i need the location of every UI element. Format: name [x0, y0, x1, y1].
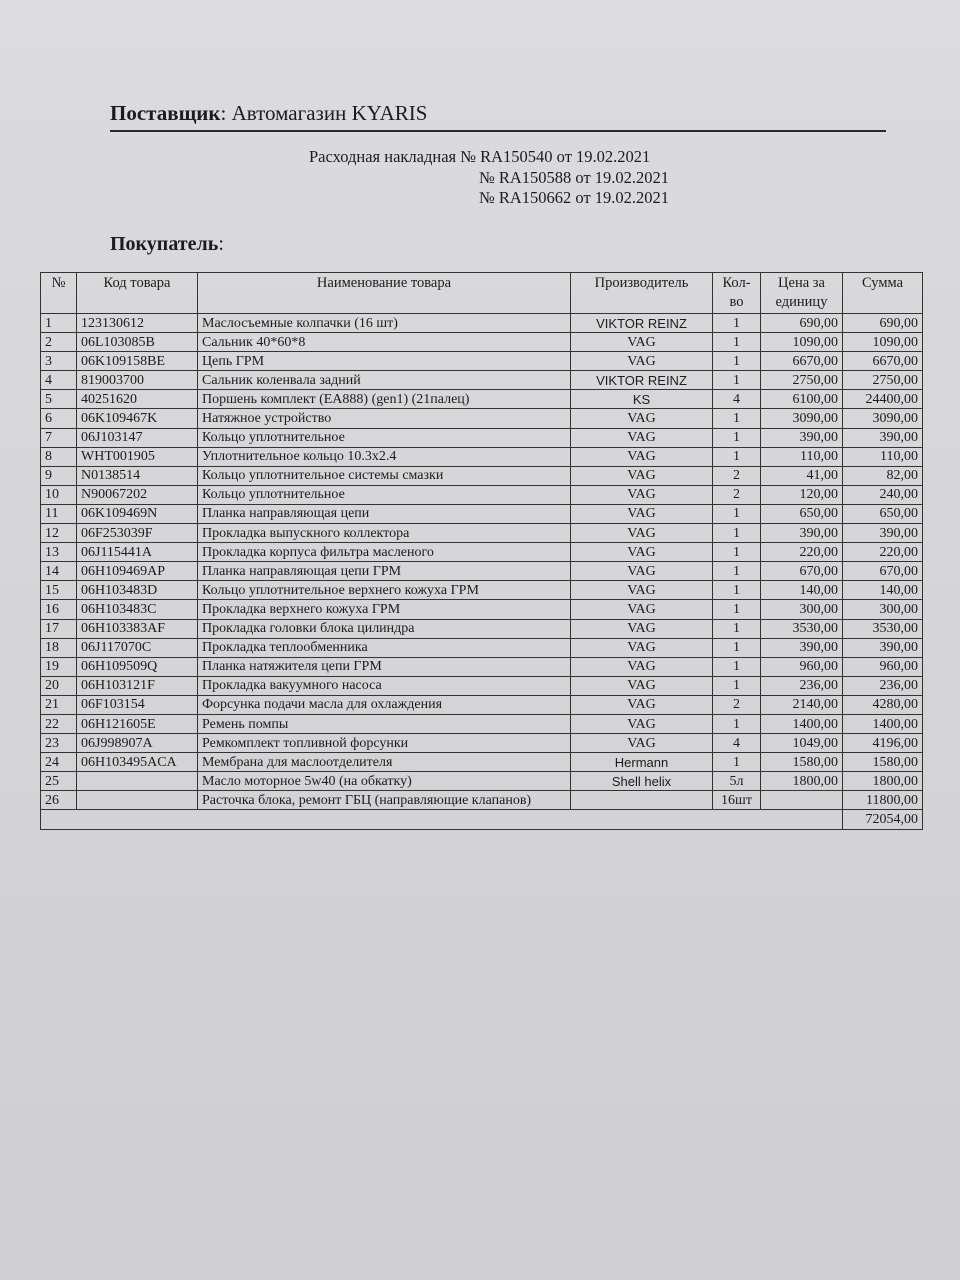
header-rule: [110, 130, 886, 132]
line-sum: 1580,00: [843, 753, 923, 772]
manufacturer: VAG: [571, 352, 713, 371]
line-sum: 240,00: [843, 485, 923, 504]
line-sum: 11800,00: [843, 791, 923, 810]
unit-price: 650,00: [761, 504, 843, 523]
product-code: 06K109467K: [77, 409, 198, 428]
product-code: N0138514: [77, 466, 198, 485]
product-name: Цепь ГРМ: [198, 352, 571, 371]
product-name: Планка натяжителя цепи ГРМ: [198, 657, 571, 676]
product-name: Натяжное устройство: [198, 409, 571, 428]
row-number: 15: [41, 581, 77, 600]
row-number: 10: [41, 485, 77, 504]
quantity: 1: [713, 676, 761, 695]
unit-price: 300,00: [761, 600, 843, 619]
unit-price: 1090,00: [761, 333, 843, 352]
product-code: 06K109158BE: [77, 352, 198, 371]
unit-price: 390,00: [761, 524, 843, 543]
manufacturer: VAG: [571, 543, 713, 562]
quantity: 1: [713, 504, 761, 523]
row-number: 23: [41, 734, 77, 753]
table-header-row: [41, 273, 923, 314]
quantity: 1: [713, 714, 761, 733]
product-code: 40251620: [77, 390, 198, 409]
quantity: 1: [713, 581, 761, 600]
row-number: 9: [41, 466, 77, 485]
product-name: Прокладка корпуса фильтра масленого: [198, 543, 571, 562]
table-row: [41, 619, 923, 638]
table-row: [41, 428, 923, 447]
product-name: Кольцо уплотнительное: [198, 485, 571, 504]
row-number: 26: [41, 791, 77, 810]
unit-price: 220,00: [761, 543, 843, 562]
quantity: 16шт: [713, 791, 761, 810]
unit-price: 120,00: [761, 485, 843, 504]
table-row: [41, 504, 923, 523]
product-name: Ремень помпы: [198, 714, 571, 733]
quantity: 1: [713, 753, 761, 772]
row-number: 3: [41, 352, 77, 371]
manufacturer: VAG: [571, 581, 713, 600]
quantity: 1: [713, 638, 761, 657]
quantity: 1: [713, 371, 761, 390]
header-num: №: [41, 273, 77, 314]
product-code: 06H109469AP: [77, 562, 198, 581]
table-row: [41, 447, 923, 466]
row-number: 7: [41, 428, 77, 447]
invoice-line-1: Расходная накладная № RA150540 от 19.02.2021: [309, 147, 651, 166]
table-row: [41, 409, 923, 428]
unit-price: 1580,00: [761, 753, 843, 772]
product-code: 06J115441A: [77, 543, 198, 562]
product-code: 06H121605E: [77, 714, 198, 733]
manufacturer: VAG: [571, 734, 713, 753]
quantity: 1: [713, 314, 761, 333]
row-number: 2: [41, 333, 77, 352]
line-sum: 4196,00: [843, 734, 923, 753]
unit-price: 2140,00: [761, 695, 843, 714]
unit-price: 390,00: [761, 428, 843, 447]
table-row: [41, 543, 923, 562]
row-number: 13: [41, 543, 77, 562]
line-sum: 1090,00: [843, 333, 923, 352]
row-number: 20: [41, 676, 77, 695]
table-row: [41, 562, 923, 581]
row-number: 17: [41, 619, 77, 638]
manufacturer: VAG: [571, 676, 713, 695]
manufacturer: VAG: [571, 695, 713, 714]
product-name: Планка направляющая цепи: [198, 504, 571, 523]
product-name: Прокладка вакуумного насоса: [198, 676, 571, 695]
quantity: 2: [713, 695, 761, 714]
line-sum: 3090,00: [843, 409, 923, 428]
header-price-line1: Цена за: [778, 275, 825, 291]
header-sum: Сумма: [843, 273, 923, 314]
row-number: 12: [41, 524, 77, 543]
row-number: 25: [41, 772, 77, 791]
invoice-line-2: № RA150588 от 19.02.2021: [479, 168, 670, 187]
product-code: 06F253039F: [77, 524, 198, 543]
quantity: 1: [713, 543, 761, 562]
product-code: 06J117070C: [77, 638, 198, 657]
manufacturer: VAG: [571, 466, 713, 485]
product-code: 819003700: [77, 371, 198, 390]
product-code: 06H103495ACA: [77, 753, 198, 772]
line-sum: 24400,00: [843, 390, 923, 409]
manufacturer: VAG: [571, 619, 713, 638]
manufacturer: VIKTOR REINZ: [571, 371, 713, 390]
quantity: 1: [713, 657, 761, 676]
line-sum: 110,00: [843, 447, 923, 466]
product-name: Прокладка выпускного коллектора: [198, 524, 571, 543]
manufacturer: VAG: [571, 657, 713, 676]
product-name: Мембрана для маслоотделителя: [198, 753, 571, 772]
product-name: Маслосъемные колпачки (16 шт): [198, 314, 571, 333]
manufacturer: Shell helix: [571, 772, 713, 791]
manufacturer: VAG: [571, 504, 713, 523]
table-row: [41, 657, 923, 676]
quantity: 1: [713, 562, 761, 581]
product-code: 06H103383AF: [77, 619, 198, 638]
row-number: 4: [41, 371, 77, 390]
quantity: 1: [713, 524, 761, 543]
table-row: [41, 638, 923, 657]
row-number: 1: [41, 314, 77, 333]
row-number: 24: [41, 753, 77, 772]
table-row: [41, 371, 923, 390]
line-sum: 220,00: [843, 543, 923, 562]
table-row: [41, 390, 923, 409]
row-number: 18: [41, 638, 77, 657]
product-code: 123130612: [77, 314, 198, 333]
table-row: [41, 314, 923, 333]
line-sum: 300,00: [843, 600, 923, 619]
unit-price: 3530,00: [761, 619, 843, 638]
header-qty-line1: Кол-: [722, 275, 751, 291]
table-row: [41, 695, 923, 714]
header-manufacturer: Производитель: [571, 273, 713, 314]
product-name: Поршень комплект (EA888) (gen1) (21палец): [198, 390, 571, 409]
product-name: Форсунка подачи масла для охлаждения: [198, 695, 571, 714]
invoice-line-3: № RA150662 от 19.02.2021: [479, 188, 670, 207]
row-number: 21: [41, 695, 77, 714]
manufacturer: Hermann: [571, 753, 713, 772]
product-name: Ремкомплект топливной форсунки: [198, 734, 571, 753]
quantity: 1: [713, 619, 761, 638]
product-code: WHT001905: [77, 447, 198, 466]
unit-price: 3090,00: [761, 409, 843, 428]
manufacturer: VAG: [571, 409, 713, 428]
row-number: 19: [41, 657, 77, 676]
unit-price: 41,00: [761, 466, 843, 485]
line-sum: 960,00: [843, 657, 923, 676]
line-sum: 4280,00: [843, 695, 923, 714]
unit-price: 2750,00: [761, 371, 843, 390]
header-qty-line2: во: [729, 294, 744, 310]
product-code: [77, 772, 198, 791]
unit-price: 1049,00: [761, 734, 843, 753]
unit-price: 690,00: [761, 314, 843, 333]
table-row: [41, 791, 923, 810]
table-row: [41, 485, 923, 504]
total-sum: 72054,00: [843, 810, 923, 830]
table-row: [41, 581, 923, 600]
quantity: 1: [713, 600, 761, 619]
line-sum: 670,00: [843, 562, 923, 581]
unit-price: 960,00: [761, 657, 843, 676]
manufacturer: KS: [571, 390, 713, 409]
table-row: [41, 600, 923, 619]
quantity: 4: [713, 734, 761, 753]
quantity: 1: [713, 447, 761, 466]
line-sum: 140,00: [843, 581, 923, 600]
manufacturer: VAG: [571, 600, 713, 619]
unit-price: 1400,00: [761, 714, 843, 733]
quantity: 1: [713, 428, 761, 447]
buyer-colon: :: [218, 233, 224, 255]
line-sum: 2750,00: [843, 371, 923, 390]
product-code: [77, 791, 198, 810]
table-row: [41, 734, 923, 753]
product-code: 06H109509Q: [77, 657, 198, 676]
items-table: [40, 272, 923, 830]
product-code: 06J103147: [77, 428, 198, 447]
quantity: 2: [713, 485, 761, 504]
manufacturer: VAG: [571, 447, 713, 466]
buyer-line: [110, 233, 224, 256]
table-body: [41, 314, 923, 810]
product-name: Прокладка теплообменника: [198, 638, 571, 657]
row-number: 8: [41, 447, 77, 466]
product-code: 06L103085B: [77, 333, 198, 352]
table-row: [41, 676, 923, 695]
table-row: [41, 352, 923, 371]
product-name: Кольцо уплотнительное верхнего кожуха ГРМ: [198, 581, 571, 600]
line-sum: 690,00: [843, 314, 923, 333]
line-sum: 236,00: [843, 676, 923, 695]
product-name: Планка направляющая цепи ГРМ: [198, 562, 571, 581]
line-sum: 3530,00: [843, 619, 923, 638]
product-name: Уплотнительное кольцо 10.3x2.4: [198, 447, 571, 466]
line-sum: 1800,00: [843, 772, 923, 791]
row-number: 6: [41, 409, 77, 428]
line-sum: 390,00: [843, 638, 923, 657]
line-sum: 650,00: [843, 504, 923, 523]
manufacturer: VIKTOR REINZ: [571, 314, 713, 333]
manufacturer: [571, 791, 713, 810]
header-qty: [713, 273, 761, 314]
manufacturer: VAG: [571, 714, 713, 733]
unit-price: 670,00: [761, 562, 843, 581]
product-code: 06F103154: [77, 695, 198, 714]
table-row: [41, 466, 923, 485]
line-sum: 1400,00: [843, 714, 923, 733]
unit-price: 140,00: [761, 581, 843, 600]
quantity: 5л: [713, 772, 761, 791]
supplier-label: Поставщик: [110, 101, 221, 125]
product-code: N90067202: [77, 485, 198, 504]
row-number: 22: [41, 714, 77, 733]
total-label-cell: [41, 810, 843, 830]
header-price: [761, 273, 843, 314]
header-name: Наименование товара: [198, 273, 571, 314]
unit-price: 390,00: [761, 638, 843, 657]
row-number: 14: [41, 562, 77, 581]
row-number: 5: [41, 390, 77, 409]
quantity: 4: [713, 390, 761, 409]
unit-price: 6100,00: [761, 390, 843, 409]
product-name: Масло моторное 5w40 (на обкатку): [198, 772, 571, 791]
supplier-value: : Автомагазин KYARIS: [220, 101, 428, 125]
line-sum: 6670,00: [843, 352, 923, 371]
product-name: Прокладка верхнего кожуха ГРМ: [198, 600, 571, 619]
header-price-line2: единицу: [775, 294, 828, 310]
table-row: [41, 333, 923, 352]
quantity: 1: [713, 352, 761, 371]
unit-price: 110,00: [761, 447, 843, 466]
product-code: 06H103483D: [77, 581, 198, 600]
product-code: 06J998907A: [77, 734, 198, 753]
line-sum: 390,00: [843, 428, 923, 447]
manufacturer: VAG: [571, 485, 713, 504]
manufacturer: VAG: [571, 333, 713, 352]
quantity: 1: [713, 409, 761, 428]
row-number: 11: [41, 504, 77, 523]
product-code: 06H103121F: [77, 676, 198, 695]
product-code: 06K109469N: [77, 504, 198, 523]
manufacturer: VAG: [571, 524, 713, 543]
table-row: [41, 714, 923, 733]
quantity: 2: [713, 466, 761, 485]
manufacturer: VAG: [571, 562, 713, 581]
table-row: [41, 524, 923, 543]
manufacturer: VAG: [571, 638, 713, 657]
total-row: [41, 810, 923, 830]
product-name: Кольцо уплотнительное: [198, 428, 571, 447]
unit-price: 236,00: [761, 676, 843, 695]
line-sum: 390,00: [843, 524, 923, 543]
product-name: Сальник 40*60*8: [198, 333, 571, 352]
table-row: [41, 772, 923, 791]
supplier-line: [110, 101, 427, 126]
unit-price: [761, 791, 843, 810]
product-code: 06H103483C: [77, 600, 198, 619]
product-name: Расточка блока, ремонт ГБЦ (направляющие клапанов): [198, 791, 571, 810]
row-number: 16: [41, 600, 77, 619]
unit-price: 1800,00: [761, 772, 843, 791]
product-name: Сальник коленвала задний: [198, 371, 571, 390]
product-name: Прокладка головки блока цилиндра: [198, 619, 571, 638]
unit-price: 6670,00: [761, 352, 843, 371]
manufacturer: VAG: [571, 428, 713, 447]
product-name: Кольцо уплотнительное системы смазки: [198, 466, 571, 485]
line-sum: 82,00: [843, 466, 923, 485]
buyer-label: Покупатель: [110, 233, 219, 255]
header-code: Код товара: [77, 273, 198, 314]
quantity: 1: [713, 333, 761, 352]
table-row: [41, 753, 923, 772]
